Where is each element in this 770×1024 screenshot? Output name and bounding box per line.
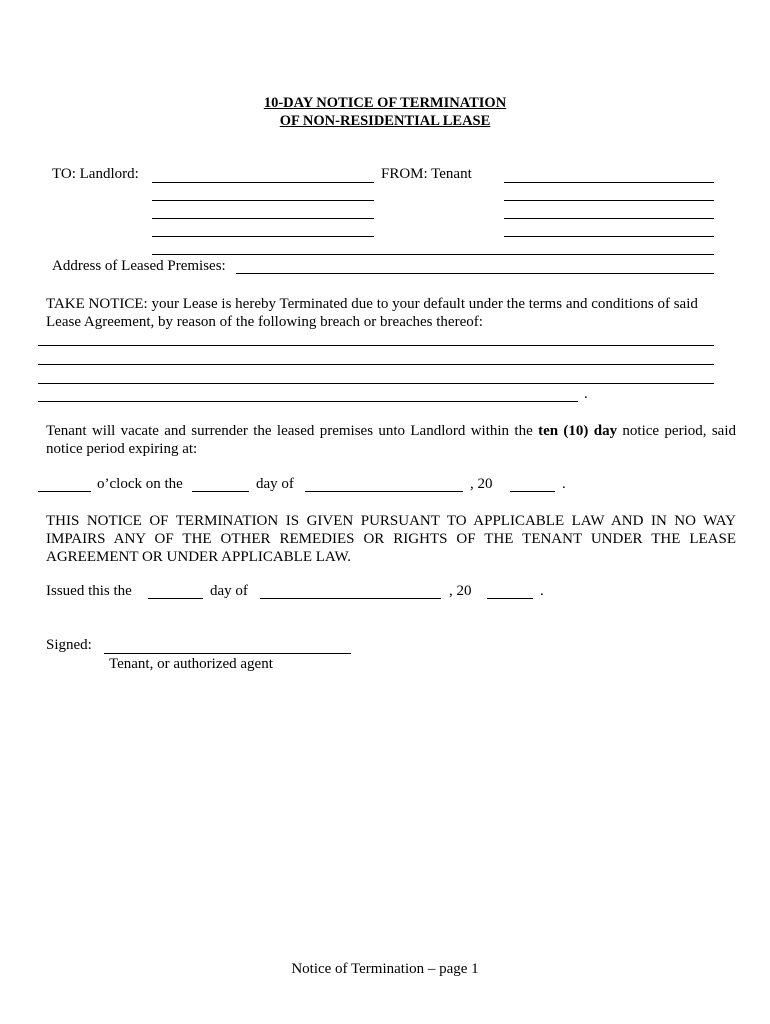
to-landlord-label: TO: Landlord: (52, 166, 139, 182)
expiry-end-period: . (562, 476, 566, 492)
breach-field-line-4[interactable] (38, 401, 578, 402)
expiry-hour-field[interactable] (38, 491, 91, 492)
tenant-name-field[interactable] (504, 182, 714, 183)
expiry-month-field[interactable] (305, 491, 463, 492)
document-title-line-1: 10-DAY NOTICE OF TERMINATION (263, 95, 507, 111)
issued-year-field[interactable] (487, 598, 533, 599)
tenant-address-field-3[interactable] (504, 236, 714, 237)
issued-day-field[interactable] (148, 598, 203, 599)
oclock-label: o’clock on the (97, 476, 183, 492)
expiry-day-field[interactable] (192, 491, 249, 492)
issued-day-of-label: day of (210, 583, 248, 599)
issued-label: Issued this the (46, 583, 132, 599)
issued-end-period: . (540, 583, 544, 599)
tenant-address-field-1[interactable] (504, 200, 714, 201)
tenant-address-field-2[interactable] (504, 218, 714, 219)
landlord-name-field[interactable] (152, 182, 374, 183)
address-of-premises-label: Address of Leased Premises: (52, 258, 226, 274)
page-footer: Notice of Termination – page 1 (291, 961, 479, 977)
breach-field-line-2[interactable] (38, 364, 714, 365)
expiry-day-of-label: day of (256, 476, 294, 492)
from-tenant-label: FROM: Tenant (381, 166, 472, 182)
issued-month-field[interactable] (260, 598, 441, 599)
expiry-year-field[interactable] (510, 491, 555, 492)
vacate-paragraph: Tenant will vacate and surrender the leased premises unto Landlord within the ten (10) day notice period, said notice period expiring at: (46, 423, 737, 457)
document-title-line-2: OF NON-RESIDENTIAL LEASE (279, 113, 491, 129)
breach-period: . (584, 386, 588, 402)
signature-field[interactable] (104, 653, 351, 654)
breach-field-line-1[interactable] (38, 345, 714, 346)
breach-field-line-3[interactable] (38, 383, 714, 384)
issued-year-prefix: , 20 (449, 583, 472, 599)
take-notice-paragraph: TAKE NOTICE: your Lease is hereby Terminated due to your default under the terms and conditions of said Lease Agreement, by reason of the following breach or breaches thereof: (46, 296, 698, 330)
address-field-line-1[interactable] (152, 254, 714, 255)
landlord-address-field-2[interactable] (152, 218, 374, 219)
signed-label: Signed: (46, 637, 92, 653)
expiry-year-prefix: , 20 (470, 476, 493, 492)
legal-notice-paragraph: THIS NOTICE OF TERMINATION IS GIVEN PURSUANT TO APPLICABLE LAW AND IN NO WAY IMPAIRS ANY OF THE OTHER REMEDIES OR RIGHTS OF THE TENANT UNDER THE LEASE AGREEMENT OR UNDER APPLICABLE LAW. (46, 513, 736, 565)
address-of-premises-field[interactable] (236, 273, 714, 274)
ten-day-emphasis: ten (10) day (538, 423, 618, 439)
landlord-address-field-3[interactable] (152, 236, 374, 237)
signature-caption: Tenant, or authorized agent (109, 656, 273, 672)
landlord-address-field-1[interactable] (152, 200, 374, 201)
